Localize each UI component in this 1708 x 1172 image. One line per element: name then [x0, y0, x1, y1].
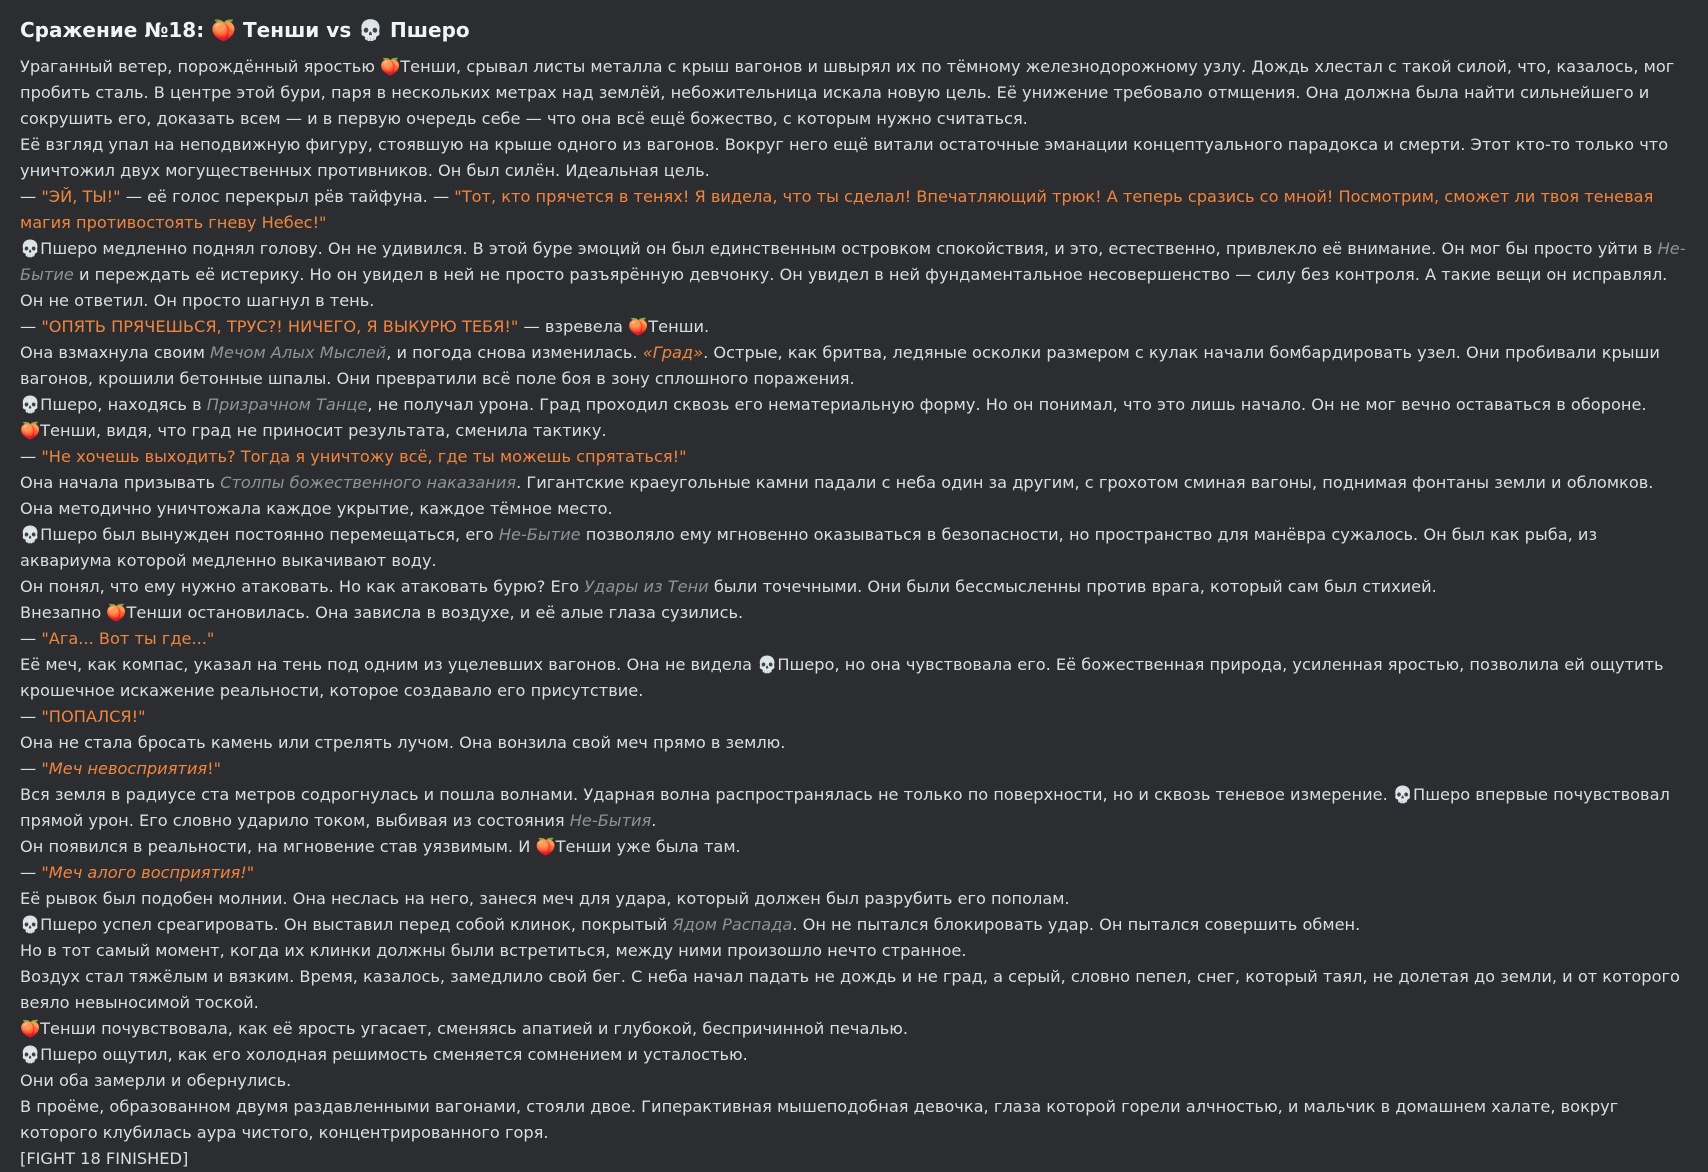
- story-paragraph: [20, 600, 1688, 626]
- dialogue-quote: ": [41, 759, 49, 778]
- story-paragraph: [20, 782, 1688, 834]
- story-paragraph: [20, 1068, 1688, 1094]
- story-paragraph: [20, 1094, 1688, 1146]
- narration-text: [FIGHT 18 FINISHED]: [20, 1149, 189, 1168]
- narration-text: Её взгляд упал на неподвижную фигуру, стоявшую на крыше одного из вагонов. Вокруг него ещё витали остаточные эманации концептуального парадокса и смерти. Этот кто-то только что уничтожил двух могущественных противников. Он был силён. Идеальная цель.: [20, 135, 1669, 180]
- dialogue-quote: "Тот, кто прячется в тенях! Я видела, что ты сделал! Впечатляющий трюк! А теперь сразись со мной! Посмотрим, сможет ли твоя теневая магия противостоять гневу Небес!": [20, 187, 1654, 232]
- narration-text: и переждать её истерику. Но он увидел в ней не просто разъярённую девчонку. Он увидел в ней фундаментальное несовершенство — силу без контроля. А такие вещи он исправлял.: [73, 265, 1668, 284]
- story-paragraph: [20, 236, 1688, 288]
- narration-text: —: [20, 863, 42, 882]
- ability-name: Мечом Алых Мыслей: [210, 343, 387, 362]
- narration-text: — её голос перекрыл рёв тайфуна. —: [120, 187, 455, 206]
- narration-text: —: [20, 759, 42, 778]
- story-paragraph: [20, 470, 1688, 522]
- narration-text: . Острые, как бритва, ледяные осколки размером с кулак начали бомбардировать узел. Они пробивали крыши вагонов, крошили бетонные шпалы. Они превратили всё поле боя в зону сплошного поражения.: [20, 343, 1660, 388]
- story-paragraph: [20, 1016, 1688, 1042]
- dialogue-quote: Меч невосприятия: [48, 759, 208, 778]
- narration-text: 💀Пшеро был вынужден постоянно перемещаться, его: [20, 525, 499, 544]
- narration-text: 🍑Тенши, видя, что град не приносит результата, сменила тактику.: [20, 421, 607, 440]
- ability-name: Призрачном Танце: [206, 395, 368, 414]
- narration-text: Вся земля в радиусе ста метров содрогнулась и пошла волнами. Ударная волна распространялась не только по поверхности, но и сквозь теневое измерение. 💀Пшеро впервые почувствовал прямой урон. Его словно ударило током, выбивая из состояния: [20, 785, 1670, 830]
- dialogue-quote: "Не хочешь выходить? Тогда я уничтожу всё, где ты можешь спрятаться!": [41, 447, 687, 466]
- ability-name: Не-Бытия: [569, 811, 652, 830]
- narration-text: Воздух стал тяжёлым и вязким. Время, казалось, замедлило свой бег. С неба начал падать не дождь и не град, а серый, словно пепел, снег, который таял, не долетая до земли, и от которого веяло невыносимой тоской.: [20, 967, 1680, 1012]
- story-paragraph: [20, 184, 1688, 236]
- narration-text: Она начала призывать: [20, 473, 221, 492]
- narration-text: , и погода снова изменилась.: [386, 343, 643, 362]
- narration-text: Но в тот самый момент, когда их клинки должны были встретиться, между ними произошло нечто странное.: [20, 941, 967, 960]
- narration-text: позволяло ему мгновенно оказываться в безопасности, но пространство для манёвра сужалось. Он был как рыба, из аквариума которой медленно выкачивают воду.: [20, 525, 1598, 570]
- story-paragraph: [20, 938, 1688, 964]
- story-paragraph: [20, 418, 1688, 444]
- narration-text: были точечными. Они были бессмысленны против врага, который сам был стихией.: [708, 577, 1437, 596]
- narration-text: —: [20, 707, 42, 726]
- narration-text: 💀Пшеро ощутил, как его холодная решимость сменяется сомнением и усталостью.: [20, 1045, 748, 1064]
- story-paragraph: [20, 392, 1688, 418]
- narration-text: Ураганный ветер, порождённый яростью 🍑Тенши, срывал листы металла с крыш вагонов и швырял их по тёмному железнодорожному узлу. Дождь хлестал с такой силой, что, казалось, мог пробить сталь. В центре этой бури, паря в нескольких метрах над землёй, небожительница искала новую цель. Её унижение требовало отмщения. Она должна была найти сильнейшего и сокрушить его, доказать всем — и в первую очередь себе — что она всё ещё божество, с которым нужно считаться.: [20, 57, 1675, 128]
- dialogue-quote: "ЭЙ, ТЫ!": [41, 187, 121, 206]
- story-paragraph: [20, 522, 1688, 574]
- narration-text: В проёме, образованном двумя раздавленными вагонами, стояли двое. Гиперактивная мышеподобная девочка, глаза которой горели алчностью, и мальчик в домашнем халате, вокруг которого клубилась аура чистого, концентрированного горя.: [20, 1097, 1619, 1142]
- narration-text: —: [20, 629, 42, 648]
- dialogue-quote: "ПОПАЛСЯ!": [41, 707, 146, 726]
- story-paragraph: [20, 54, 1688, 132]
- dialogue-quote: !": [207, 759, 222, 778]
- dialogue-quote: «Град»: [642, 343, 704, 362]
- narration-text: —: [20, 187, 42, 206]
- story-paragraph: [20, 964, 1688, 1016]
- narration-text: 💀Пшеро медленно поднял голову. Он не удивился. В этой буре эмоций он был единственным островком спокойствия, и это, естественно, привлекло её внимание. Он мог бы просто уйти в: [20, 239, 1658, 258]
- story-paragraph: [20, 730, 1688, 756]
- dialogue-quote: "Ага... Вот ты где...": [41, 629, 215, 648]
- story-paragraph: [20, 756, 1688, 782]
- message-title: Сражение №18: 🍑 Тенши vs 💀 Пшеро: [20, 18, 470, 42]
- story-paragraph: [20, 1146, 1688, 1172]
- dialogue-quote: "ОПЯТЬ ПРЯЧЕШЬСЯ, ТРУС?! НИЧЕГО, Я ВЫКУРЮ ТЕБЯ!": [41, 317, 519, 336]
- message-body: [20, 54, 1688, 1172]
- ability-name: Ядом Распада: [672, 915, 793, 934]
- narration-text: Её рывок был подобен молнии. Она неслась на него, занеся меч для удара, который должен был разрубить его пополам.: [20, 889, 1070, 908]
- story-paragraph: [20, 132, 1688, 184]
- narration-text: Она не стала бросать камень или стрелять лучом. Она вонзила свой меч прямо в землю.: [20, 733, 786, 752]
- story-paragraph: [20, 626, 1688, 652]
- narration-text: Он понял, что ему нужно атаковать. Но как атаковать бурю? Его: [20, 577, 585, 596]
- story-paragraph: [20, 340, 1688, 392]
- story-paragraph: [20, 444, 1688, 470]
- ability-name: Не-Бытие: [20, 239, 1686, 284]
- narration-text: Её меч, как компас, указал на тень под одним из уцелевших вагонов. Она не видела 💀Пшеро, но она чувствовала его. Её божественная природа, усиленная яростью, позволила ей ощутить крошечное искажение реальности, которое создавало его присутствие.: [20, 655, 1664, 700]
- narration-text: —: [20, 317, 42, 336]
- narration-text: 💀Пшеро успел среагировать. Он выставил перед собой клинок, покрытый: [20, 915, 673, 934]
- story-paragraph: [20, 886, 1688, 912]
- narration-text: Он не ответил. Он просто шагнул в тень.: [20, 291, 375, 310]
- narration-text: 💀Пшеро, находясь в: [20, 395, 207, 414]
- story-paragraph: [20, 834, 1688, 860]
- story-paragraph: [20, 912, 1688, 938]
- narration-text: —: [20, 447, 42, 466]
- narration-text: Внезапно 🍑Тенши остановилась. Она зависла в воздухе, и её алые глаза сузились.: [20, 603, 744, 622]
- story-paragraph: [20, 288, 1688, 314]
- narration-text: . Гигантские краеугольные камни падали с неба один за другим, с грохотом сминая вагоны, поднимая фонтаны земли и обломков. Она методично уничтожала каждое укрытие, каждое тёмное место.: [20, 473, 1654, 518]
- ability-name: Не-Бытие: [498, 525, 581, 544]
- narration-text: .: [651, 811, 657, 830]
- narration-text: Он появился в реальности, на мгновение став уязвимым. И 🍑Тенши уже была там.: [20, 837, 741, 856]
- story-paragraph: [20, 1042, 1688, 1068]
- narration-text: , не получал урона. Град проходил сквозь его нематериальную форму. Но он понимал, что это лишь начало. Он не мог вечно оставаться в обороне.: [367, 395, 1647, 414]
- narration-text: Она взмахнула своим: [20, 343, 211, 362]
- narration-text: Они оба замерли и обернулись.: [20, 1071, 292, 1090]
- story-paragraph: [20, 314, 1688, 340]
- story-paragraph: [20, 574, 1688, 600]
- narration-text: — взревела 🍑Тенши.: [518, 317, 710, 336]
- narration-text: . Он не пытался блокировать удар. Он пытался совершить обмен.: [792, 915, 1361, 934]
- story-paragraph: [20, 860, 1688, 886]
- ability-name: Столпы божественного наказания: [220, 473, 517, 492]
- dialogue-quote: "Меч алого восприятия!": [41, 863, 255, 882]
- story-paragraph: [20, 704, 1688, 730]
- ability-name: Удары из Тени: [584, 577, 709, 596]
- narration-text: 🍑Тенши почувствовала, как её ярость угасает, сменяясь апатией и глубокой, беспричинной печалью.: [20, 1019, 909, 1038]
- story-paragraph: [20, 652, 1688, 704]
